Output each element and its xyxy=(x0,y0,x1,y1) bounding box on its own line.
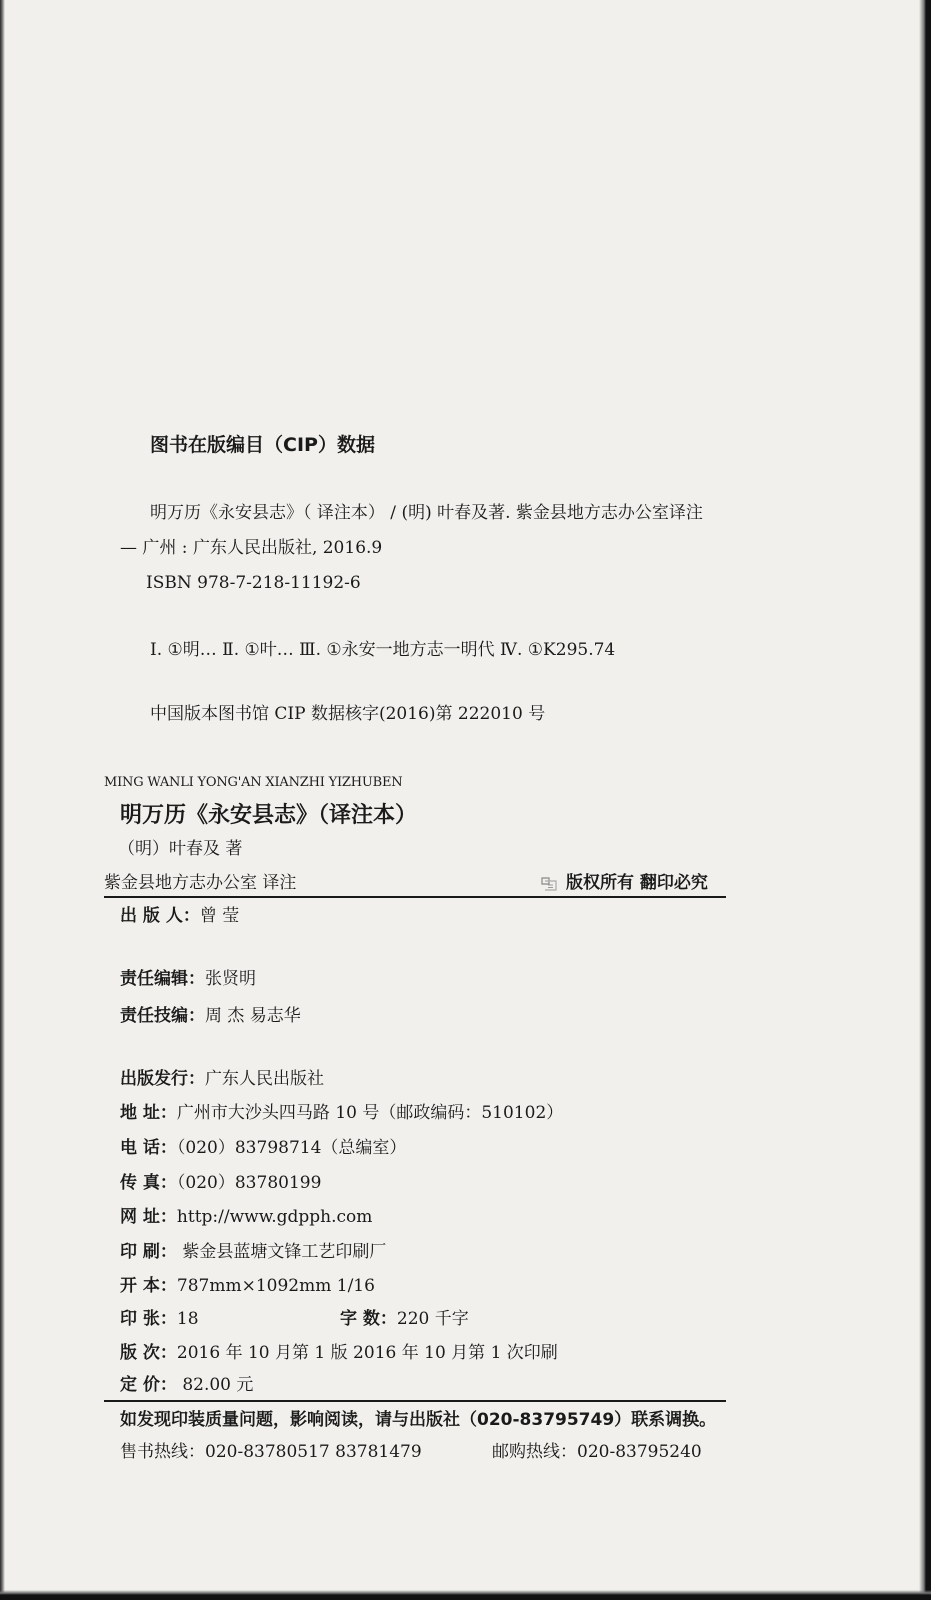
row-words xyxy=(340,1308,469,1330)
label: 字 数： xyxy=(340,1309,397,1329)
page-edge-bottom xyxy=(0,1590,931,1600)
label: 版 次： xyxy=(120,1343,177,1363)
label: 网 址： xyxy=(120,1207,177,1227)
value: 张贤明 xyxy=(205,969,256,989)
label: 责任编辑： xyxy=(120,969,205,989)
value: 18 xyxy=(176,1309,199,1329)
cip-heading: 图书在版编目（CIP）数据 xyxy=(150,434,375,456)
book-author: （明）叶春及 著 xyxy=(118,839,243,859)
label: 开 本： xyxy=(120,1276,177,1296)
cip-isbn: ISBN 978-7-218-11192-6 xyxy=(146,573,361,593)
value: 紫金县蓝塘文锋工艺印刷厂 xyxy=(176,1242,387,1262)
label: 电 话： xyxy=(120,1138,177,1158)
cip-line-2: — 广州 : 广东人民出版社, 2016.9 xyxy=(120,538,383,558)
cip-record-number: 中国版本图书馆 CIP 数据核字(2016)第 222010 号 xyxy=(150,704,546,724)
value: 广州市大沙头四马路 10 号（邮政编码：510102） xyxy=(176,1103,564,1123)
quality-notice: 如发现印装质量问题，影响阅读，请与出版社（020-83795749）联系调换。 xyxy=(120,1410,717,1430)
value: 787mm×1092mm 1/16 xyxy=(176,1276,375,1296)
cip-line-1: 明万历《永安县志》（ 译注本） / (明) 叶春及著. 紫金县地方志办公室译注 xyxy=(150,503,703,523)
value: （020）83780199 xyxy=(176,1173,322,1193)
row-format xyxy=(120,1275,375,1297)
book-title: 明万历《永安县志》（译注本） xyxy=(120,803,418,828)
label: 出版发行： xyxy=(120,1069,205,1089)
value: 广东人民出版社 xyxy=(205,1069,324,1089)
row-sheets xyxy=(120,1308,199,1330)
divider-bottom xyxy=(104,1400,726,1402)
divider-top xyxy=(104,896,726,898)
row-edition xyxy=(120,1342,558,1364)
book-translator: 紫金县地方志办公室 译注 xyxy=(104,873,297,893)
rights-reserved: 版权所有 翻印必究 xyxy=(566,873,708,893)
row-website xyxy=(120,1206,372,1228)
row-editor xyxy=(120,968,256,990)
label: 责任技编： xyxy=(120,1006,205,1026)
value: 2016 年 10 月第 1 版 2016 年 10 月第 1 次印刷 xyxy=(176,1343,558,1363)
label: 出 版 人： xyxy=(120,906,200,926)
label: 定 价： xyxy=(120,1375,177,1395)
row-printer xyxy=(120,1241,386,1263)
row-fax xyxy=(120,1172,321,1194)
row-price xyxy=(120,1374,253,1396)
value: 82.00 元 xyxy=(176,1375,254,1395)
row-phone xyxy=(120,1137,406,1159)
mail-order-hotline: 邮购热线：020-83795240 xyxy=(492,1442,702,1462)
label: 印 张： xyxy=(120,1309,177,1329)
cip-classification: Ⅰ. ①明… Ⅱ. ①叶… Ⅲ. ①永安一地方志一明代 Ⅳ. ①K295.74 xyxy=(150,640,616,660)
page-edge-left xyxy=(0,0,5,1600)
value: 曾 莹 xyxy=(199,906,240,926)
label: 印 刷： xyxy=(120,1242,177,1262)
label: 地 址： xyxy=(120,1103,177,1123)
title-pinyin: MING WANLI YONG'AN XIANZHI YIZHUBEN xyxy=(104,775,403,790)
copyright-seal-icon xyxy=(540,875,560,893)
value: http://www.gdpph.com xyxy=(176,1207,373,1227)
row-address xyxy=(120,1102,563,1124)
label: 传 真： xyxy=(120,1173,177,1193)
value: （020）83798714（总编室） xyxy=(176,1138,407,1158)
page-edge-right xyxy=(919,0,931,1600)
value: 周 杰 易志华 xyxy=(205,1006,301,1026)
row-distributor xyxy=(120,1068,324,1090)
sales-hotline: 售书热线：020-83780517 83781479 xyxy=(120,1442,422,1462)
row-publisher-person xyxy=(120,905,239,927)
row-tech-editor xyxy=(120,1005,301,1027)
value: 220 千字 xyxy=(396,1309,469,1329)
